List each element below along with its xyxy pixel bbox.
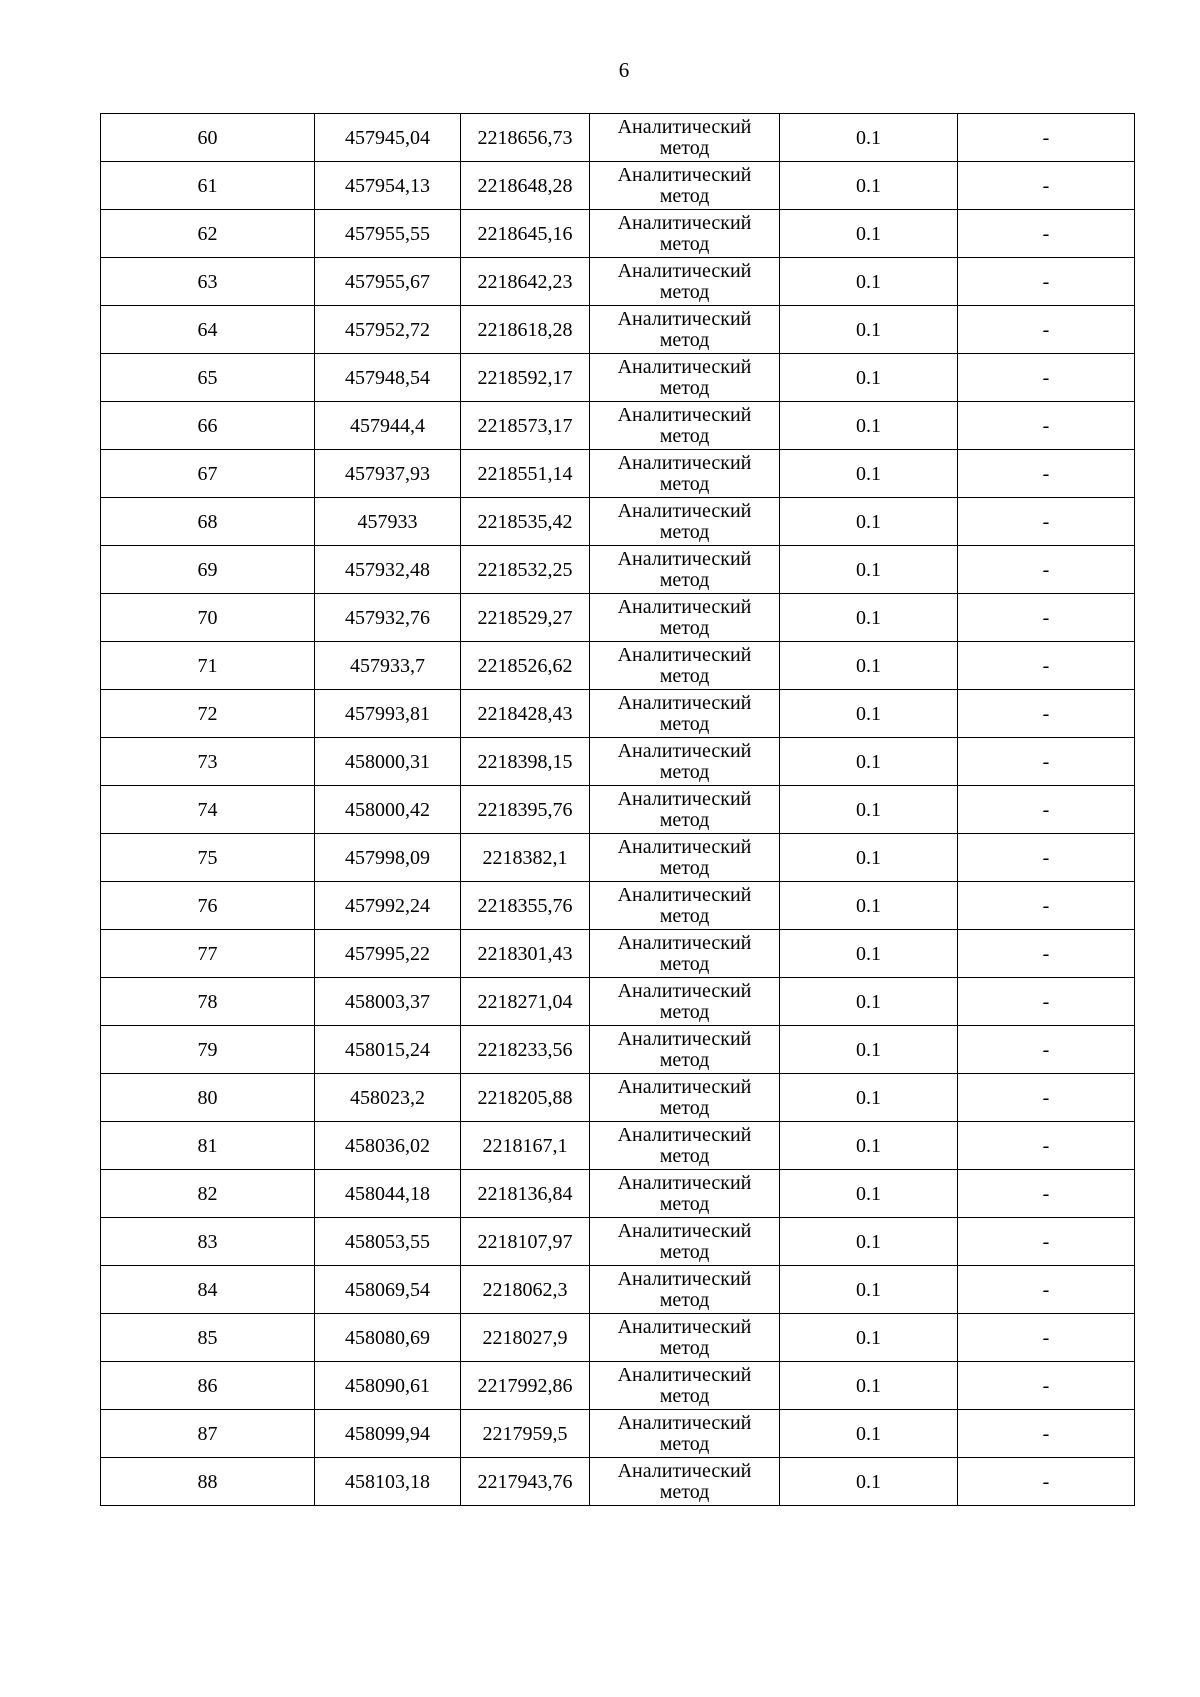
note-cell: - [958, 834, 1135, 882]
table-row [101, 1026, 1135, 1074]
table-row [101, 642, 1135, 690]
point-number-cell: 61 [101, 162, 315, 210]
note-cell: - [958, 690, 1135, 738]
method-text-line: метод [659, 424, 710, 447]
note-cell: - [958, 1026, 1135, 1074]
method-text-line: метод [659, 856, 710, 879]
point-number-cell: 84 [101, 1266, 315, 1314]
accuracy-cell: 0.1 [780, 1122, 958, 1170]
x-coordinate-cell: 458003,37 [315, 978, 461, 1026]
method-text-line: Аналитический [617, 355, 752, 378]
note-cell: - [958, 786, 1135, 834]
method-text-line: метод [659, 136, 710, 159]
y-coordinate-cell: 2217943,76 [461, 1458, 590, 1506]
method-text-line: Аналитический [617, 115, 752, 138]
point-number-cell: 69 [101, 546, 315, 594]
y-coordinate-cell: 2218062,3 [461, 1266, 590, 1314]
method-text-line: метод [659, 328, 710, 351]
method-cell [590, 546, 780, 594]
x-coordinate-cell: 457995,22 [315, 930, 461, 978]
point-number-cell: 76 [101, 882, 315, 930]
method-cell [590, 978, 780, 1026]
point-number-cell: 72 [101, 690, 315, 738]
note-cell: - [958, 1218, 1135, 1266]
x-coordinate-cell: 458036,02 [315, 1122, 461, 1170]
x-coordinate-cell: 457944,4 [315, 402, 461, 450]
x-coordinate-cell: 458000,42 [315, 786, 461, 834]
method-cell [590, 1218, 780, 1266]
method-cell [590, 402, 780, 450]
note-cell: - [958, 1410, 1135, 1458]
x-coordinate-cell: 457945,04 [315, 114, 461, 162]
x-coordinate-cell: 457998,09 [315, 834, 461, 882]
y-coordinate-cell: 2218648,28 [461, 162, 590, 210]
accuracy-cell: 0.1 [780, 402, 958, 450]
point-number-cell: 83 [101, 1218, 315, 1266]
accuracy-cell: 0.1 [780, 162, 958, 210]
method-text-line: метод [659, 1048, 710, 1071]
table-row [101, 1362, 1135, 1410]
method-cell [590, 258, 780, 306]
x-coordinate-cell: 458044,18 [315, 1170, 461, 1218]
y-coordinate-cell: 2218355,76 [461, 882, 590, 930]
x-coordinate-cell: 457932,48 [315, 546, 461, 594]
y-coordinate-cell: 2218642,23 [461, 258, 590, 306]
table-row [101, 1170, 1135, 1218]
x-coordinate-cell: 457937,93 [315, 450, 461, 498]
x-coordinate-cell: 458000,31 [315, 738, 461, 786]
method-text-line: Аналитический [617, 1219, 752, 1242]
method-text-line: Аналитический [617, 1123, 752, 1146]
table-row [101, 1266, 1135, 1314]
accuracy-cell: 0.1 [780, 210, 958, 258]
method-text-line: Аналитический [617, 1459, 752, 1482]
note-cell: - [958, 402, 1135, 450]
y-coordinate-cell: 2218618,28 [461, 306, 590, 354]
x-coordinate-cell: 458069,54 [315, 1266, 461, 1314]
table-row [101, 210, 1135, 258]
method-text-line: метод [659, 568, 710, 591]
x-coordinate-cell: 457952,72 [315, 306, 461, 354]
note-cell: - [958, 306, 1135, 354]
accuracy-cell: 0.1 [780, 1410, 958, 1458]
table-row [101, 930, 1135, 978]
method-cell [590, 354, 780, 402]
y-coordinate-cell: 2218167,1 [461, 1122, 590, 1170]
y-coordinate-cell: 2218529,27 [461, 594, 590, 642]
point-number-cell: 60 [101, 114, 315, 162]
accuracy-cell: 0.1 [780, 114, 958, 162]
accuracy-cell: 0.1 [780, 498, 958, 546]
method-cell [590, 1074, 780, 1122]
method-cell [590, 450, 780, 498]
method-text-line: метод [659, 952, 710, 975]
x-coordinate-cell: 457954,13 [315, 162, 461, 210]
x-coordinate-cell: 457933,7 [315, 642, 461, 690]
method-text-line: Аналитический [617, 739, 752, 762]
accuracy-cell: 0.1 [780, 594, 958, 642]
x-coordinate-cell: 457955,67 [315, 258, 461, 306]
y-coordinate-cell: 2218428,43 [461, 690, 590, 738]
method-text-line: Аналитический [617, 163, 752, 186]
y-coordinate-cell: 2218645,16 [461, 210, 590, 258]
method-cell [590, 690, 780, 738]
method-text-line: Аналитический [617, 835, 752, 858]
note-cell: - [958, 498, 1135, 546]
point-number-cell: 62 [101, 210, 315, 258]
method-text-line: метод [659, 1384, 710, 1407]
method-text-line: метод [659, 280, 710, 303]
note-cell: - [958, 210, 1135, 258]
note-cell: - [958, 882, 1135, 930]
table-row [101, 354, 1135, 402]
method-text-line: Аналитический [617, 883, 752, 906]
table-row [101, 162, 1135, 210]
point-number-cell: 64 [101, 306, 315, 354]
x-coordinate-cell: 457993,81 [315, 690, 461, 738]
accuracy-cell: 0.1 [780, 1170, 958, 1218]
point-number-cell: 74 [101, 786, 315, 834]
note-cell: - [958, 450, 1135, 498]
method-text-line: Аналитический [617, 307, 752, 330]
method-text-line: Аналитический [617, 979, 752, 1002]
point-number-cell: 88 [101, 1458, 315, 1506]
method-text-line: метод [659, 376, 710, 399]
point-number-cell: 73 [101, 738, 315, 786]
accuracy-cell: 0.1 [780, 1458, 958, 1506]
accuracy-cell: 0.1 [780, 450, 958, 498]
point-number-cell: 78 [101, 978, 315, 1026]
note-cell: - [958, 1266, 1135, 1314]
accuracy-cell: 0.1 [780, 1266, 958, 1314]
accuracy-cell: 0.1 [780, 1026, 958, 1074]
x-coordinate-cell: 458090,61 [315, 1362, 461, 1410]
y-coordinate-cell: 2218656,73 [461, 114, 590, 162]
method-text-line: Аналитический [617, 259, 752, 282]
method-text-line: метод [659, 1432, 710, 1455]
accuracy-cell: 0.1 [780, 1362, 958, 1410]
point-number-cell: 87 [101, 1410, 315, 1458]
point-number-cell: 66 [101, 402, 315, 450]
table-row [101, 978, 1135, 1026]
method-text-line: метод [659, 808, 710, 831]
method-cell [590, 1458, 780, 1506]
x-coordinate-cell: 457955,55 [315, 210, 461, 258]
method-text-line: метод [659, 232, 710, 255]
table-row [101, 450, 1135, 498]
accuracy-cell: 0.1 [780, 546, 958, 594]
point-number-cell: 71 [101, 642, 315, 690]
method-cell [590, 498, 780, 546]
method-text-line: метод [659, 904, 710, 927]
note-cell: - [958, 1074, 1135, 1122]
y-coordinate-cell: 2218532,25 [461, 546, 590, 594]
point-number-cell: 79 [101, 1026, 315, 1074]
note-cell: - [958, 1122, 1135, 1170]
accuracy-cell: 0.1 [780, 978, 958, 1026]
table-row [101, 258, 1135, 306]
accuracy-cell: 0.1 [780, 1074, 958, 1122]
method-cell [590, 1266, 780, 1314]
note-cell: - [958, 114, 1135, 162]
y-coordinate-cell: 2217992,86 [461, 1362, 590, 1410]
point-number-cell: 86 [101, 1362, 315, 1410]
method-text-line: Аналитический [617, 1363, 752, 1386]
accuracy-cell: 0.1 [780, 834, 958, 882]
method-text-line: Аналитический [617, 691, 752, 714]
accuracy-cell: 0.1 [780, 258, 958, 306]
note-cell: - [958, 930, 1135, 978]
method-text-line: метод [659, 760, 710, 783]
point-number-cell: 82 [101, 1170, 315, 1218]
x-coordinate-cell: 458015,24 [315, 1026, 461, 1074]
method-cell [590, 786, 780, 834]
note-cell: - [958, 1458, 1135, 1506]
method-text-line: Аналитический [617, 499, 752, 522]
point-number-cell: 85 [101, 1314, 315, 1362]
x-coordinate-cell: 458099,94 [315, 1410, 461, 1458]
point-number-cell: 68 [101, 498, 315, 546]
point-number-cell: 80 [101, 1074, 315, 1122]
accuracy-cell: 0.1 [780, 1314, 958, 1362]
method-text-line: метод [659, 1096, 710, 1119]
accuracy-cell: 0.1 [780, 882, 958, 930]
y-coordinate-cell: 2218205,88 [461, 1074, 590, 1122]
table-row [101, 1458, 1135, 1506]
method-text-line: Аналитический [617, 211, 752, 234]
table-row [101, 594, 1135, 642]
x-coordinate-cell: 457932,76 [315, 594, 461, 642]
point-number-cell: 75 [101, 834, 315, 882]
method-cell [590, 1314, 780, 1362]
method-cell [590, 1026, 780, 1074]
accuracy-cell: 0.1 [780, 690, 958, 738]
method-cell [590, 1362, 780, 1410]
table-row [101, 834, 1135, 882]
y-coordinate-cell: 2218271,04 [461, 978, 590, 1026]
point-number-cell: 70 [101, 594, 315, 642]
y-coordinate-cell: 2218551,14 [461, 450, 590, 498]
method-cell [590, 1122, 780, 1170]
method-text-line: метод [659, 712, 710, 735]
note-cell: - [958, 1362, 1135, 1410]
table-row [101, 306, 1135, 354]
note-cell: - [958, 258, 1135, 306]
table-row [101, 114, 1135, 162]
x-coordinate-cell: 457992,24 [315, 882, 461, 930]
table-row [101, 1218, 1135, 1266]
method-text-line: метод [659, 1336, 710, 1359]
note-cell: - [958, 594, 1135, 642]
accuracy-cell: 0.1 [780, 738, 958, 786]
method-text-line: метод [659, 1480, 710, 1503]
note-cell: - [958, 1170, 1135, 1218]
x-coordinate-cell: 457933 [315, 498, 461, 546]
method-text-line: Аналитический [617, 1411, 752, 1434]
method-cell [590, 1410, 780, 1458]
table-row [101, 738, 1135, 786]
note-cell: - [958, 978, 1135, 1026]
method-cell [590, 594, 780, 642]
x-coordinate-cell: 458053,55 [315, 1218, 461, 1266]
page-number: 6 [618, 58, 630, 82]
method-cell [590, 642, 780, 690]
method-text-line: Аналитический [617, 403, 752, 426]
y-coordinate-cell: 2218233,56 [461, 1026, 590, 1074]
table-row [101, 546, 1135, 594]
method-cell [590, 1170, 780, 1218]
method-cell [590, 834, 780, 882]
method-text-line: метод [659, 1144, 710, 1167]
y-coordinate-cell: 2218398,15 [461, 738, 590, 786]
note-cell: - [958, 162, 1135, 210]
y-coordinate-cell: 2218107,97 [461, 1218, 590, 1266]
accuracy-cell: 0.1 [780, 786, 958, 834]
method-text-line: Аналитический [617, 787, 752, 810]
y-coordinate-cell: 2218592,17 [461, 354, 590, 402]
table-row [101, 402, 1135, 450]
note-cell: - [958, 738, 1135, 786]
x-coordinate-cell: 457948,54 [315, 354, 461, 402]
x-coordinate-cell: 458023,2 [315, 1074, 461, 1122]
method-text-line: Аналитический [617, 1267, 752, 1290]
y-coordinate-cell: 2218526,62 [461, 642, 590, 690]
point-number-cell: 67 [101, 450, 315, 498]
note-cell: - [958, 354, 1135, 402]
method-text-line: Аналитический [617, 547, 752, 570]
y-coordinate-cell: 2218535,42 [461, 498, 590, 546]
method-text-line: метод [659, 616, 710, 639]
note-cell: - [958, 642, 1135, 690]
table-row [101, 690, 1135, 738]
table-row [101, 1122, 1135, 1170]
accuracy-cell: 0.1 [780, 930, 958, 978]
method-text-line: метод [659, 520, 710, 543]
note-cell: - [958, 1314, 1135, 1362]
y-coordinate-cell: 2218136,84 [461, 1170, 590, 1218]
method-text-line: Аналитический [617, 1075, 752, 1098]
accuracy-cell: 0.1 [780, 1218, 958, 1266]
method-text-line: Аналитический [617, 595, 752, 618]
method-cell [590, 114, 780, 162]
accuracy-cell: 0.1 [780, 306, 958, 354]
method-text-line: метод [659, 1000, 710, 1023]
method-text-line: Аналитический [617, 1315, 752, 1338]
method-text-line: метод [659, 1192, 710, 1215]
y-coordinate-cell: 2218573,17 [461, 402, 590, 450]
point-number-cell: 81 [101, 1122, 315, 1170]
table-body [101, 114, 1135, 1506]
method-text-line: метод [659, 1288, 710, 1311]
point-number-cell: 65 [101, 354, 315, 402]
y-coordinate-cell: 2217959,5 [461, 1410, 590, 1458]
accuracy-cell: 0.1 [780, 354, 958, 402]
method-text-line: метод [659, 184, 710, 207]
coordinates-table [100, 113, 1135, 1506]
y-coordinate-cell: 2218301,43 [461, 930, 590, 978]
accuracy-cell: 0.1 [780, 642, 958, 690]
method-cell [590, 930, 780, 978]
table-row [101, 1314, 1135, 1362]
table-row [101, 1074, 1135, 1122]
y-coordinate-cell: 2218382,1 [461, 834, 590, 882]
x-coordinate-cell: 458080,69 [315, 1314, 461, 1362]
method-text-line: Аналитический [617, 643, 752, 666]
method-text-line: Аналитический [617, 451, 752, 474]
y-coordinate-cell: 2218027,9 [461, 1314, 590, 1362]
table-row [101, 1410, 1135, 1458]
method-text-line: метод [659, 1240, 710, 1263]
x-coordinate-cell: 458103,18 [315, 1458, 461, 1506]
method-cell [590, 210, 780, 258]
table-row [101, 498, 1135, 546]
method-cell [590, 162, 780, 210]
point-number-cell: 77 [101, 930, 315, 978]
method-text-line: метод [659, 664, 710, 687]
note-cell: - [958, 546, 1135, 594]
point-number-cell: 63 [101, 258, 315, 306]
method-cell [590, 882, 780, 930]
method-text-line: Аналитический [617, 1171, 752, 1194]
method-text-line: Аналитический [617, 1027, 752, 1050]
y-coordinate-cell: 2218395,76 [461, 786, 590, 834]
method-cell [590, 306, 780, 354]
method-cell [590, 738, 780, 786]
table-row [101, 882, 1135, 930]
method-text-line: Аналитический [617, 931, 752, 954]
method-text-line: метод [659, 472, 710, 495]
table-row [101, 786, 1135, 834]
